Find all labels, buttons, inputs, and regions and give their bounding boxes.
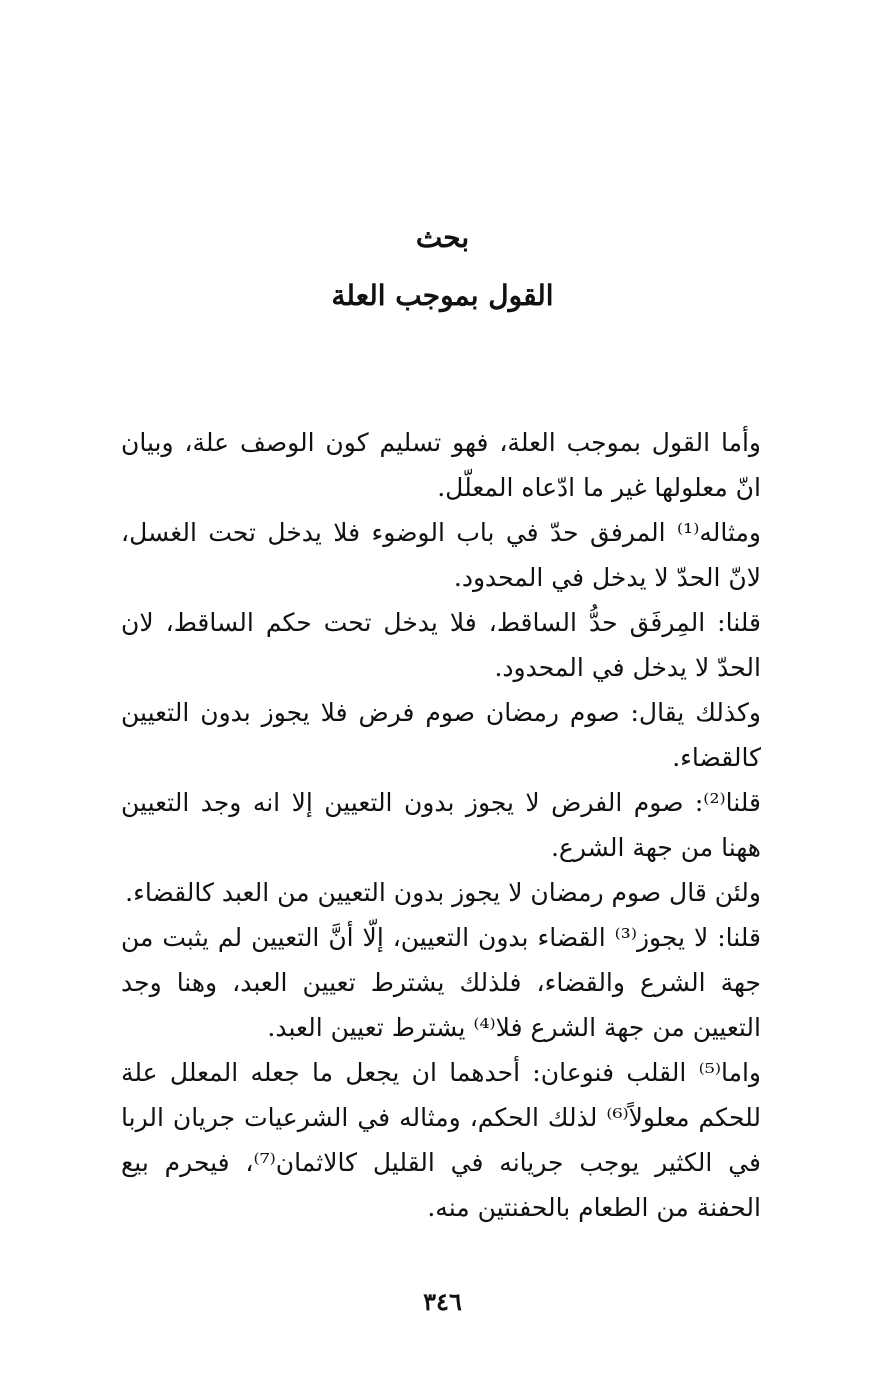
section-title: بحث xyxy=(415,221,470,254)
paragraph-5: قلنا⁽²⁾: صوم الفرض لا يجوز بدون التعيين إلا انه وجد التعيين ههنا من جهة الشرع. xyxy=(121,788,761,862)
paragraph-7: قلنا: لا يجوز⁽³⁾ القضاء بدون التعيين، إلّا أنَّ التعيين لم يثبت من جهة الشرع والقضاء، فلذلك يشترط تعيين العبد، وهنا وجد التعيين من جهة الشرع فلا⁽⁴⁾ يشترط تعيين العبد. xyxy=(121,923,761,1042)
paragraph-6: ولئن قال صوم رمضان لا يجوز بدون التعيين من العبد كالقضاء. xyxy=(125,878,761,907)
section-subtitle: القول بموجب العلة xyxy=(331,279,554,312)
paragraph-1: وأما القول بموجب العلة، فهو تسليم كون الوصف علة، وبيان انّ معلولها غير ما ادّعاه المعلّل. xyxy=(121,428,761,502)
body-text xyxy=(121,420,761,1230)
paragraph-4: وكذلك يقال: صوم رمضان صوم فرض فلا يجوز بدون التعيين كالقضاء. xyxy=(121,698,761,772)
paragraph-8: واما⁽⁵⁾ القلب فنوعان: أحدهما ان يجعل ما جعله المعلل علة للحكم معلولاً⁽⁶⁾ لذلك الحكم، ومثاله في الشرعيات جريان الربا في الكثير يوجب جريانه في القليل كالاثمان⁽⁷⁾، فيحرم بيع الحفنة من الطعام بالحفنتين منه. xyxy=(121,1058,761,1222)
paragraph-2: ومثاله⁽¹⁾ المرفق حدّ في باب الوضوء فلا يدخل تحت الغسل، لانّ الحدّ لا يدخل في المحدود. xyxy=(121,518,761,592)
page-number: ٣٤٦ xyxy=(423,1287,462,1316)
paragraph-3: قلنا: المِرفَق حدُّ الساقط، فلا يدخل تحت حكم الساقط، لان الحدّ لا يدخل في المحدود. xyxy=(121,608,761,682)
